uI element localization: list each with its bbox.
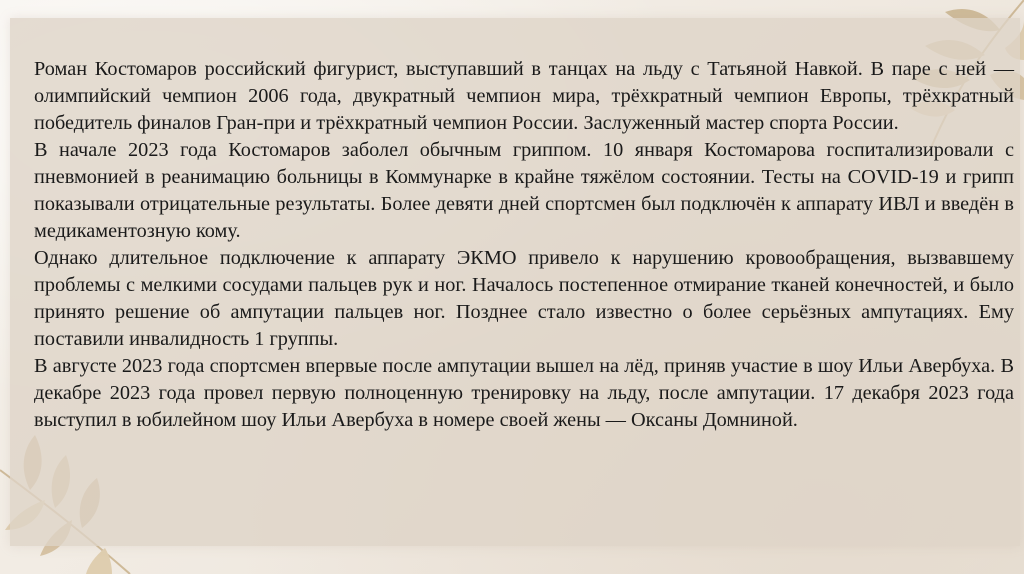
text-content (34, 56, 1014, 434)
paragraph-return: В августе 2023 года спортсмен впервые после ампутации вышел на лёд, приняв участие в шоу Ильи Авербуха. В декабре 2023 года провел первую полноценную тренировку на льду, после ампутации. 17 декабря 2023 года выступил в юбилейном шоу Ильи Авербуха в номере своей жены — Оксаны Домниной. (34, 355, 1014, 431)
paragraph-amputation: Однако длительное подключение к аппарату ЭКМО привело к нарушению кровообращения, вызвавшему проблемы с мелкими сосудами пальцев рук и ног. Началось постепенное отмирание тканей конечностей, и было принято решение об ампутации пальцев ног. Позднее стало известно о более серьёзных ампутациях. Ему поставили инвалидность 1 группы. (34, 247, 1014, 350)
text-panel (10, 18, 1020, 546)
paragraph-illness: В начале 2023 года Костомаров заболел обычным гриппом. 10 января Костомарова госпитализировали с пневмонией в реанимацию больницы в Коммунарке в крайне тяжёлом состоянии. Тесты на COVID-19 и грипп показывали отрицательные результаты. Более девяти дней спортсмен был подключён к аппарату ИВЛ и введён в медикаментозную кому. (34, 139, 1014, 242)
paragraph-biography: Роман Костомаров российский фигурист, выступавший в танцах на льду с Татьяной Навкой. В паре с ней — олимпийский чемпион 2006 года, двукратный чемпион мира, трёхкратный чемпион Европы, трёхкратный победитель финалов Гран-при и трёхкратный чемпион России. Заслуженный мастер спорта России. (34, 58, 1014, 134)
